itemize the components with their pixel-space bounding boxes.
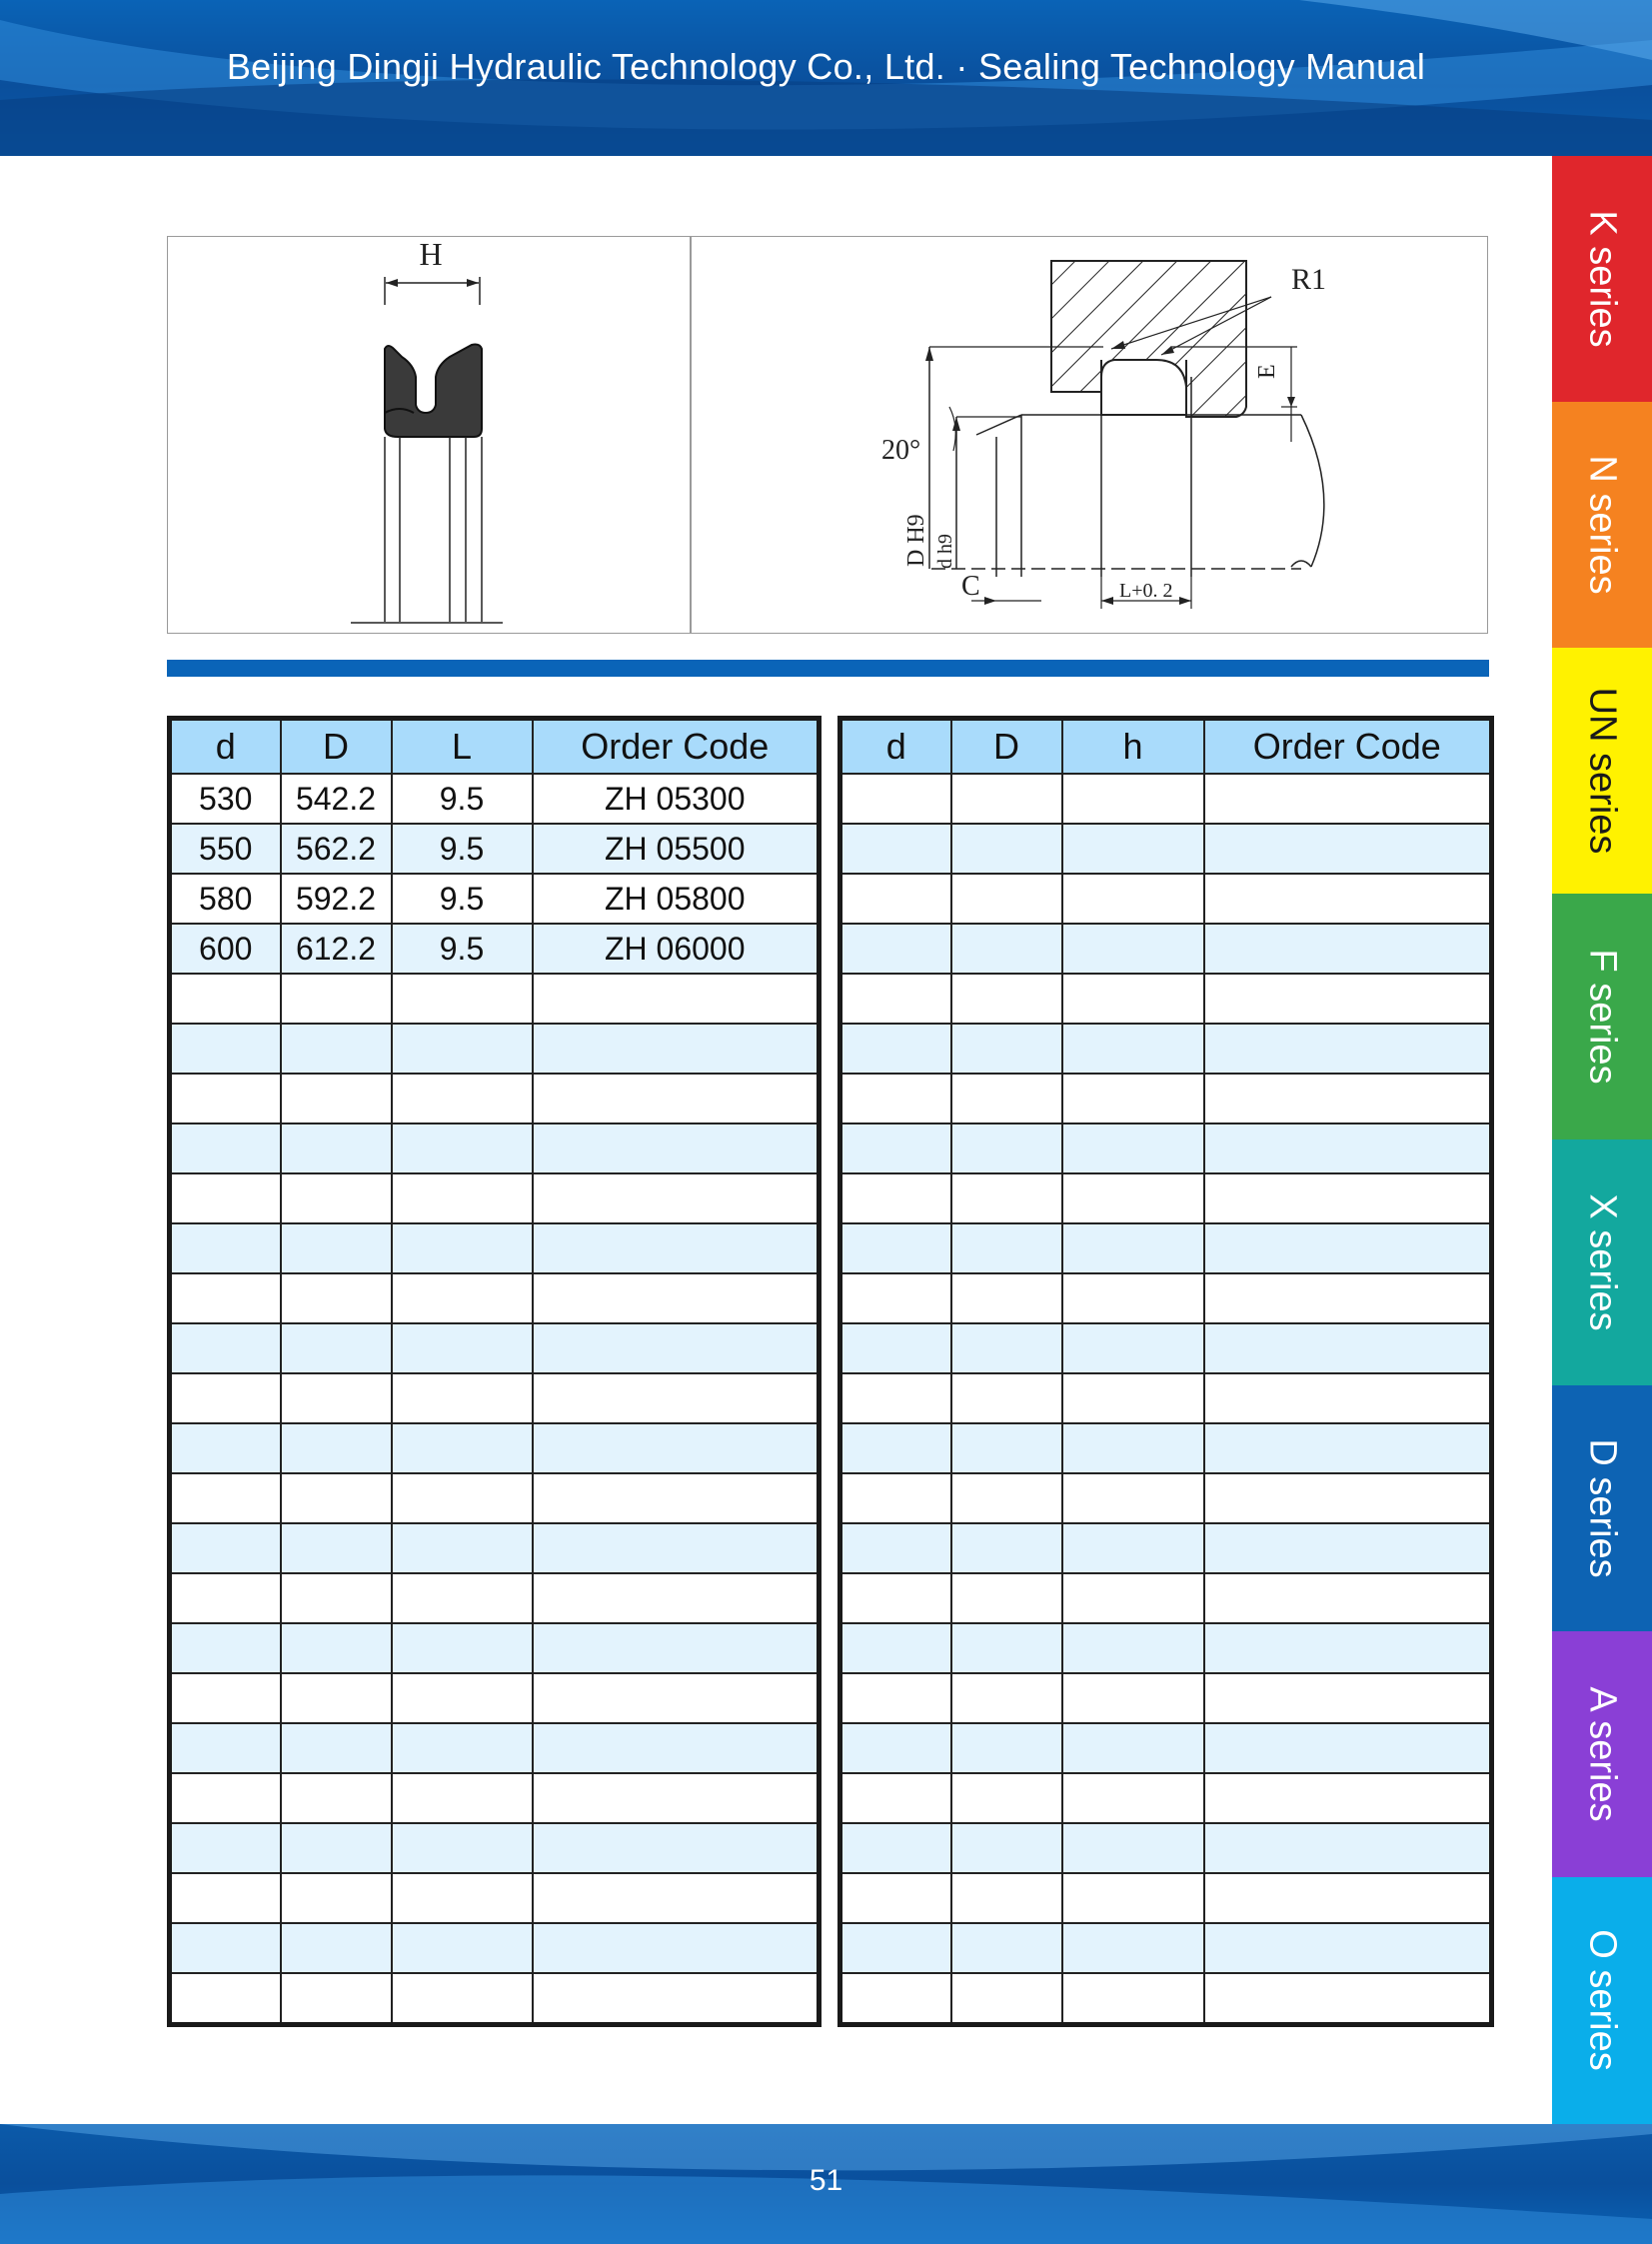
table-row: [170, 1273, 820, 1323]
tab-un-series[interactable]: [1552, 648, 1652, 894]
table-cell: [281, 1423, 392, 1473]
table-cell: 9.5: [392, 824, 533, 874]
table-cell: [170, 1273, 281, 1323]
table-cell: [840, 1923, 951, 1973]
table-cell: [840, 1973, 951, 2025]
table-row: [170, 1723, 820, 1773]
table-cell: [951, 1473, 1062, 1523]
table-row: [170, 1473, 820, 1523]
table-cell: [281, 1673, 392, 1723]
table-cell: [1062, 1273, 1204, 1323]
table-cell: [170, 1473, 281, 1523]
table-row: [170, 1823, 820, 1873]
table-row: [840, 774, 1492, 824]
table-cell: [392, 1773, 533, 1823]
table-cell: [281, 1373, 392, 1423]
table-cell: [392, 1973, 533, 2025]
table-cell: 592.2: [281, 874, 392, 924]
table-row: [840, 924, 1492, 974]
table-cell: [533, 1273, 820, 1323]
page-header: [0, 0, 1652, 156]
table-row: [170, 1923, 820, 1973]
table-cell: [533, 1923, 820, 1973]
table-row: [840, 1373, 1492, 1423]
table-cell: [1204, 1523, 1492, 1573]
table-cell: [1204, 1173, 1492, 1223]
table-cell: [840, 1074, 951, 1123]
table-cell: [392, 1623, 533, 1673]
table-cell: [392, 1873, 533, 1923]
table-cell: [281, 1473, 392, 1523]
table-cell: 550: [170, 824, 281, 874]
spec-table-right: [837, 716, 1494, 2027]
table-cell: [170, 1123, 281, 1173]
table-row: [840, 1973, 1492, 2025]
table-row: [840, 874, 1492, 924]
table-cell: [281, 974, 392, 1024]
table-cell: [1062, 1473, 1204, 1523]
table-cell: [1062, 1873, 1204, 1923]
table-row: [170, 1024, 820, 1074]
table-cell: [951, 1873, 1062, 1923]
table-cell: [1062, 1573, 1204, 1623]
tab-x-series[interactable]: [1552, 1139, 1652, 1385]
table-row: [170, 1673, 820, 1723]
table-row: [840, 1173, 1492, 1223]
col-header-D: D: [281, 719, 392, 775]
table-cell: [533, 1523, 820, 1573]
table-cell: [1204, 1773, 1492, 1823]
table-cell: [392, 1024, 533, 1074]
table-row: [840, 1473, 1492, 1523]
table-cell: [840, 1223, 951, 1273]
table-cell: [951, 1323, 1062, 1373]
table-cell: [1204, 774, 1492, 824]
table-row: [840, 1423, 1492, 1473]
table-cell: [1062, 1024, 1204, 1074]
table-cell: [840, 1423, 951, 1473]
table-cell: [951, 774, 1062, 824]
table-cell: [1204, 1573, 1492, 1623]
table-row: [170, 1573, 820, 1623]
table-cell: [951, 1273, 1062, 1323]
table-cell: [533, 1024, 820, 1074]
table-cell: [281, 1123, 392, 1173]
col-header-order-code: Order Code: [1204, 719, 1492, 775]
table-cell: [1062, 1673, 1204, 1723]
tab-label: A series: [1581, 1686, 1624, 1822]
table-cell: [392, 1823, 533, 1873]
table-row: [170, 774, 820, 824]
table-cell: [170, 1573, 281, 1623]
page-number: 51: [809, 2164, 843, 2197]
table-cell: [840, 1323, 951, 1373]
table-cell: [170, 1973, 281, 2025]
table-cell: [1204, 1973, 1492, 2025]
groove-label-angle: 20°: [881, 435, 921, 466]
table-row: [840, 824, 1492, 874]
table-cell: [840, 774, 951, 824]
table-cell: [951, 1673, 1062, 1723]
table-cell: [533, 1473, 820, 1523]
table-cell: [840, 1373, 951, 1423]
table-cell: [1062, 1223, 1204, 1273]
table-cell: [281, 1823, 392, 1873]
table-cell: [281, 1873, 392, 1923]
col-header-D: D: [951, 719, 1062, 775]
tab-o-series[interactable]: [1552, 1877, 1652, 2124]
table-cell: [281, 1573, 392, 1623]
table-row: [170, 1074, 820, 1123]
table-cell: [951, 924, 1062, 974]
table-cell: [392, 1523, 533, 1573]
table-cell: [533, 1873, 820, 1923]
table-cell: [533, 1173, 820, 1223]
header-title: Beijing Dingji Hydraulic Technology Co., Ltd. · Sealing Technology Manual: [226, 46, 1426, 87]
table-row: [840, 1024, 1492, 1074]
table-row: [840, 1523, 1492, 1573]
groove-label-e: E: [1254, 364, 1280, 379]
table-cell: [1204, 1873, 1492, 1923]
table-cell: [392, 1673, 533, 1723]
table-cell: [281, 1973, 392, 2025]
table-cell: [1204, 824, 1492, 874]
table-cell: [533, 1573, 820, 1623]
seal-profile-drawing: [168, 237, 689, 631]
table-cell: [392, 1373, 533, 1423]
table-cell: ZH 05500: [533, 824, 820, 874]
table-cell: [281, 1773, 392, 1823]
table-cell: [533, 1973, 820, 2025]
table-cell: [392, 974, 533, 1024]
table-row: [840, 1873, 1492, 1923]
table-cell: [951, 1373, 1062, 1423]
table-row: [170, 1523, 820, 1573]
page-footer: [0, 2124, 1652, 2244]
table-cell: [392, 1173, 533, 1223]
table-cell: 530: [170, 774, 281, 824]
table-cell: [170, 1173, 281, 1223]
table-cell: [1204, 1074, 1492, 1123]
table-cell: [1204, 1723, 1492, 1773]
groove-label-dh9-rod: d h9: [934, 534, 956, 569]
table-cell: [281, 1273, 392, 1323]
table-cell: [840, 1673, 951, 1723]
col-header-d: d: [170, 719, 281, 775]
table-cell: [1062, 1973, 1204, 2025]
table-cell: [840, 1823, 951, 1873]
table-row: [840, 1223, 1492, 1273]
table-cell: [840, 974, 951, 1024]
table-cell: [951, 1973, 1062, 2025]
tab-k-series[interactable]: [1552, 156, 1652, 402]
table-cell: [1204, 924, 1492, 974]
col-header-d: d: [840, 719, 951, 775]
table-row: [170, 1773, 820, 1823]
table-cell: [533, 1423, 820, 1473]
table-cell: [170, 1223, 281, 1273]
table-cell: ZH 05800: [533, 874, 820, 924]
table-cell: [840, 1873, 951, 1923]
table-cell: [170, 1773, 281, 1823]
table-row: [840, 1773, 1492, 1823]
table-cell: [840, 1473, 951, 1523]
seal-label-h: H: [419, 237, 443, 272]
table-cell: [1062, 924, 1204, 974]
table-cell: [840, 874, 951, 924]
tab-label: F series: [1581, 949, 1624, 1085]
table-cell: [1204, 1423, 1492, 1473]
table-cell: [170, 1723, 281, 1773]
table-cell: [281, 1024, 392, 1074]
tab-label: K series: [1581, 210, 1624, 348]
table-cell: [1204, 1823, 1492, 1873]
table-cell: [170, 1523, 281, 1573]
table-cell: [1204, 1923, 1492, 1973]
tab-label: X series: [1581, 1193, 1624, 1331]
tab-d-series[interactable]: [1552, 1385, 1652, 1631]
table-cell: 9.5: [392, 774, 533, 824]
table-row: [840, 1923, 1492, 1973]
table-cell: 600: [170, 924, 281, 974]
table-cell: [533, 1773, 820, 1823]
table-row: [170, 1623, 820, 1673]
groove-installation-drawing: [692, 237, 1485, 631]
table-cell: [392, 1123, 533, 1173]
table-cell: [170, 1074, 281, 1123]
table-row: [170, 924, 820, 974]
table-cell: [533, 1673, 820, 1723]
table-cell: [1062, 1123, 1204, 1173]
table-row: [170, 1123, 820, 1173]
series-tabs: [1552, 156, 1652, 2124]
table-cell: [951, 1573, 1062, 1623]
groove-label-c: C: [961, 571, 980, 602]
table-cell: [1062, 1623, 1204, 1673]
table-cell: [1062, 824, 1204, 874]
tab-label: O series: [1581, 1929, 1624, 2071]
tab-f-series[interactable]: [1552, 894, 1652, 1139]
table-cell: [392, 1323, 533, 1373]
groove-label-l: L+0. 2: [1119, 580, 1173, 602]
table-cell: [840, 824, 951, 874]
table-cell: [1204, 1223, 1492, 1273]
table-cell: [533, 1823, 820, 1873]
table-header-row: [170, 719, 820, 775]
table-cell: [951, 1173, 1062, 1223]
table-cell: [1204, 1273, 1492, 1323]
table-cell: [951, 1623, 1062, 1673]
table-row: [840, 1623, 1492, 1673]
table-cell: [951, 1773, 1062, 1823]
table-cell: [392, 1473, 533, 1523]
table-cell: [840, 1623, 951, 1673]
table-row: [840, 1673, 1492, 1723]
table-cell: [170, 1024, 281, 1074]
table-cell: [1062, 774, 1204, 824]
table-cell: [951, 1024, 1062, 1074]
table-cell: [281, 1074, 392, 1123]
table-cell: [840, 1024, 951, 1074]
table-cell: [840, 1173, 951, 1223]
table-cell: [951, 1223, 1062, 1273]
table-cell: [533, 974, 820, 1024]
table-cell: [170, 1923, 281, 1973]
table-cell: [1204, 1623, 1492, 1673]
table-row: [840, 1573, 1492, 1623]
spec-table-left: [167, 716, 822, 2027]
table-cell: [281, 1923, 392, 1973]
table-cell: [951, 974, 1062, 1024]
table-cell: [392, 1923, 533, 1973]
table-cell: [170, 1323, 281, 1373]
table-cell: [951, 1074, 1062, 1123]
table-row: [170, 974, 820, 1024]
table-cell: [840, 924, 951, 974]
table-cell: [533, 1723, 820, 1773]
table-row: [170, 1973, 820, 2025]
table-cell: [840, 1123, 951, 1173]
table-cell: [533, 1123, 820, 1173]
table-cell: [281, 1223, 392, 1273]
tab-label: N series: [1581, 455, 1624, 595]
col-header-h: h: [1062, 719, 1204, 775]
table-row: [840, 974, 1492, 1024]
table-row: [840, 1823, 1492, 1873]
table-cell: [951, 1723, 1062, 1773]
table-cell: [392, 1223, 533, 1273]
section-divider-bar: [167, 660, 1489, 677]
table-cell: [1062, 1823, 1204, 1873]
groove-label-r1: R1: [1291, 263, 1327, 296]
table-cell: [951, 1523, 1062, 1573]
table-cell: [1062, 1173, 1204, 1223]
table-cell: [951, 1823, 1062, 1873]
table-cell: [1062, 1373, 1204, 1423]
table-row: [840, 1323, 1492, 1373]
table-cell: [392, 1573, 533, 1623]
table-cell: [533, 1373, 820, 1423]
tab-label: D series: [1581, 1438, 1624, 1578]
tab-n-series[interactable]: [1552, 402, 1652, 648]
groove-label-dh9: D H9: [903, 514, 929, 567]
table-cell: [951, 1923, 1062, 1973]
table-row: [170, 1373, 820, 1423]
table-row: [840, 1074, 1492, 1123]
table-row: [170, 1873, 820, 1923]
table-cell: [170, 974, 281, 1024]
table-cell: [170, 1823, 281, 1873]
table-cell: [392, 1723, 533, 1773]
table-cell: [1204, 874, 1492, 924]
table-row: [840, 1123, 1492, 1173]
table-cell: ZH 05300: [533, 774, 820, 824]
table-cell: [1062, 1923, 1204, 1973]
table-cell: [1204, 974, 1492, 1024]
table-cell: 9.5: [392, 874, 533, 924]
table-cell: [533, 1223, 820, 1273]
table-cell: [392, 1074, 533, 1123]
table-cell: [170, 1673, 281, 1723]
table-cell: [951, 824, 1062, 874]
table-cell: [840, 1523, 951, 1573]
table-cell: [170, 1373, 281, 1423]
table-header-row: [840, 719, 1492, 775]
table-cell: [840, 1273, 951, 1323]
tab-a-series[interactable]: [1552, 1631, 1652, 1877]
table-cell: [392, 1273, 533, 1323]
col-header-order-code: Order Code: [533, 719, 820, 775]
table-cell: [1062, 1523, 1204, 1573]
table-cell: [281, 1723, 392, 1773]
table-cell: [170, 1623, 281, 1673]
table-cell: [951, 1123, 1062, 1173]
table-cell: [1062, 1773, 1204, 1823]
table-cell: [281, 1173, 392, 1223]
table-cell: [1204, 1473, 1492, 1523]
table-cell: [1204, 1123, 1492, 1173]
table-cell: 612.2: [281, 924, 392, 974]
table-cell: [840, 1773, 951, 1823]
table-cell: [840, 1573, 951, 1623]
table-cell: 542.2: [281, 774, 392, 824]
table-cell: [840, 1723, 951, 1773]
table-row: [840, 1723, 1492, 1773]
table-cell: [281, 1623, 392, 1673]
table-cell: [1204, 1323, 1492, 1373]
table-cell: [533, 1323, 820, 1373]
table-cell: [170, 1423, 281, 1473]
table-cell: [1062, 1323, 1204, 1373]
table-cell: [1062, 1423, 1204, 1473]
table-cell: [1062, 1074, 1204, 1123]
table-cell: [392, 1423, 533, 1473]
table-cell: [951, 874, 1062, 924]
table-cell: [1062, 974, 1204, 1024]
table-row: [170, 1423, 820, 1473]
table-cell: 580: [170, 874, 281, 924]
table-cell: 9.5: [392, 924, 533, 974]
table-row: [170, 1173, 820, 1223]
col-header-L: L: [392, 719, 533, 775]
tab-label: UN series: [1581, 687, 1624, 855]
table-cell: [281, 1523, 392, 1573]
table-row: [840, 1273, 1492, 1323]
table-row: [170, 824, 820, 874]
table-row: [170, 874, 820, 924]
table-row: [170, 1323, 820, 1373]
table-cell: [1204, 1373, 1492, 1423]
table-cell: 562.2: [281, 824, 392, 874]
table-cell: [170, 1873, 281, 1923]
table-cell: [1062, 874, 1204, 924]
table-row: [170, 1223, 820, 1273]
table-cell: [1062, 1723, 1204, 1773]
table-cell: [951, 1423, 1062, 1473]
table-cell: [533, 1074, 820, 1123]
table-cell: [1204, 1024, 1492, 1074]
table-cell: [1204, 1673, 1492, 1723]
table-cell: [533, 1623, 820, 1673]
table-cell: [281, 1323, 392, 1373]
table-cell: ZH 06000: [533, 924, 820, 974]
